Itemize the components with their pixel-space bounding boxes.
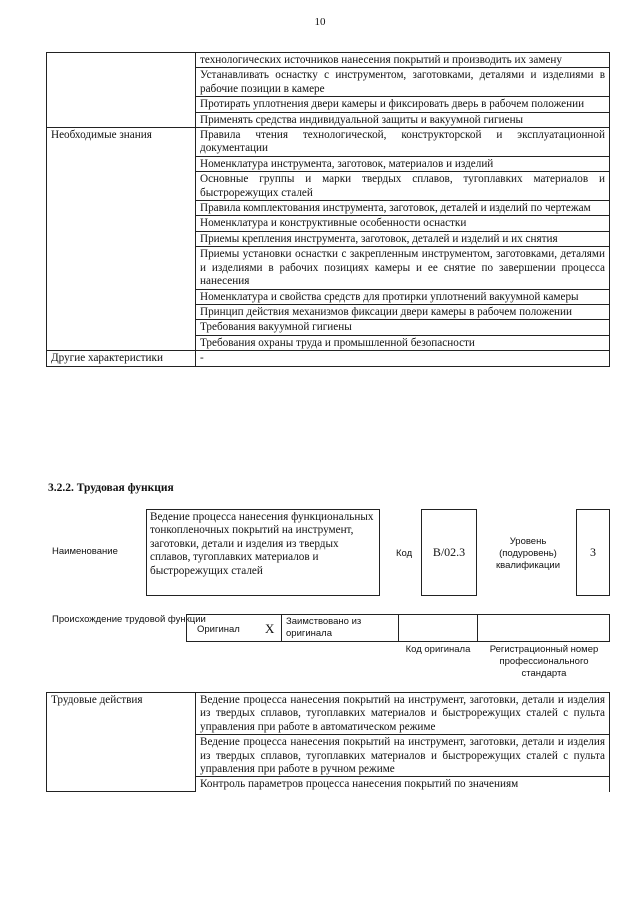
level-value: 3	[590, 545, 596, 559]
row-text: Устанавливать оснастку с инструментом, заготовками, деталями и изделиями в рабочие позиции в камере	[196, 68, 610, 97]
code-value: B/02.3	[432, 545, 466, 559]
code-original-cell	[398, 614, 478, 642]
registration-number-cell	[477, 614, 610, 642]
row-text: Протирать уплотнения двери камеры и фиксировать дверь в рабочем положении	[196, 97, 610, 112]
row-text: Приемы крепления инструмента, заготовок, деталей и изделий и их снятия	[196, 231, 610, 246]
row-text: Правила чтения технологической, конструкторской и эксплуатационной документации	[196, 128, 610, 157]
row-text: Ведение процесса нанесения покрытий на инструмент, заготовки, детали и изделия из твердых сплавов, тугоплавких материалов и быстрорежущих сталей с пульта управления при работе в ручном режиме	[196, 735, 610, 777]
table-row	[47, 128, 610, 157]
row-text: Номенклатура инструмента, заготовок, материалов и изделий	[196, 156, 610, 171]
borrowed-label: Заимствовано из оригинала	[286, 616, 362, 639]
actions-label: Трудовые действия	[47, 693, 196, 792]
table-row	[47, 351, 610, 366]
row-text: -	[196, 351, 610, 366]
row-text: Номенклатура и свойства средств для протирки уплотнений вакуумной камеры	[196, 289, 610, 304]
origin-label: Происхождение трудовой функции	[52, 614, 206, 625]
name-label: Наименование	[52, 546, 118, 557]
row-text: Применять средства индивидуальной защиты и вакуумной гигиены	[196, 112, 610, 127]
original-mark: X	[265, 621, 275, 636]
row-text: Ведение процесса нанесения покрытий на инструмент, заготовки, детали и изделия из твердых сплавов, тугоплавких материалов и быстрорежущих сталей с пульта управления при работе в автоматическом режиме	[196, 693, 610, 735]
actions-table	[46, 692, 610, 792]
original-cell	[186, 614, 282, 642]
row-text: Номенклатура и конструктивные особенности оснастки	[196, 216, 610, 231]
section-heading: 3.2.2. Трудовая функция	[48, 482, 174, 494]
row-label	[47, 53, 196, 128]
row-text: Основные группы и марки твердых сплавов, тугоплавких материалов и быстрорежущих сталей	[196, 172, 610, 201]
original-label: Оригинал	[197, 624, 240, 635]
level-label: Уровень (подуровень) квалификации	[495, 536, 561, 571]
row-text: Принцип действия механизмов фиксации двери камеры в рабочем положении	[196, 304, 610, 319]
row-text: Контроль параметров процесса нанесения покрытий по значениям	[196, 777, 610, 792]
registration-caption: Регистрационный номер профессионального стандарта	[489, 644, 599, 679]
knowledge-table	[46, 52, 610, 367]
row-text: технологических источников нанесения покрытий и производить их замену	[196, 53, 610, 68]
row-text: Правила комплектования инструмента, заготовок, деталей и изделий по чертежам	[196, 201, 610, 216]
code-label: Код	[396, 548, 413, 559]
origin-row	[186, 614, 610, 642]
page-number: 10	[314, 16, 326, 28]
row-text: Требования вакуумной гигиены	[196, 320, 610, 335]
table-row	[47, 693, 610, 735]
function-name-box: Ведение процесса нанесения функциональных тонкопленочных покрытий на инструмент, заготовки, детали и изделия из твердых сплавов, тугоплавких материалов и быстрорежущих сталей	[146, 509, 380, 596]
code-original-caption: Код оригинала	[405, 644, 471, 655]
row-text: Требования охраны труда и промышленной безопасности	[196, 335, 610, 350]
table-row	[47, 53, 610, 68]
row-text: Приемы установки оснастки с закрепленным инструментом, заготовками, деталями и изделиями в рабочих позициях камеры и ее снятие по завершении процесса нанесения	[196, 247, 610, 289]
row-label-other: Другие характеристики	[47, 351, 196, 366]
code-value-box	[421, 509, 477, 596]
borrowed-cell	[281, 614, 399, 642]
row-label-knowledge: Необходимые знания	[47, 128, 196, 351]
level-value-box	[576, 509, 610, 596]
